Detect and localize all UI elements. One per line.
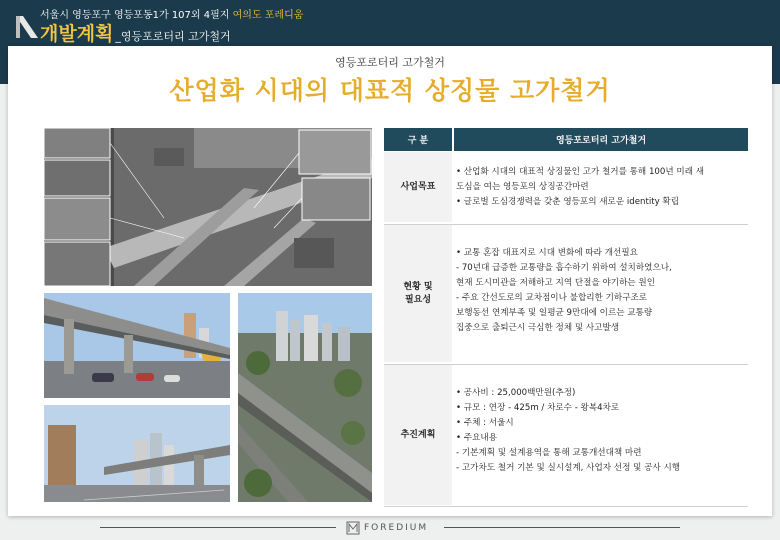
footer	[0, 518, 780, 540]
foredium-mark-icon	[346, 521, 360, 535]
row-body-status	[456, 246, 742, 336]
status-line-4: - 주요 간선도로의 교차점이나 불합리한 기하구조로	[456, 293, 648, 303]
plan-line-3: • 주체 : 서울시	[456, 418, 514, 428]
plan-line-5: - 기본계획 및 설계용역을 통해 교통개선대책 마련	[456, 448, 642, 458]
footer-brand	[346, 521, 428, 535]
header-title-line	[40, 19, 231, 46]
table-divider	[384, 506, 748, 507]
header-address: 서울시 영등포구 영등포동1가 107외 4필지	[40, 10, 230, 21]
elevated-road-photo	[238, 293, 372, 502]
status-line-1: • 교통 혼잡 대표지로 시대 변화에 따라 개선필요	[456, 248, 638, 258]
status-line-6: 집중으로 출퇴근시 극심한 정체 및 사고발생	[456, 323, 620, 333]
overpass-street-photo	[44, 293, 230, 398]
status-line-2: - 70년대 급증한 교통량을 흡수하기 위하여 설치하였으나,	[456, 263, 672, 273]
plan-line-2: • 규모 : 연장 - 425m / 차로수 - 왕복4차로	[456, 403, 620, 413]
goal-line-1: • 산업화 시대의 대표적 상징물인 고가 철거를 통해 100년 미래 새	[456, 167, 705, 177]
footer-line-left	[100, 527, 336, 528]
status-line-5: 보행동선 연계부족 및 일평균 9만대에 이르는 교통량	[456, 308, 653, 318]
card-title: 산업화 시대의 대표적 상징물 고가철거	[169, 76, 611, 105]
header-project-name: 여의도 포레디움	[232, 10, 304, 21]
row-label-status: 현황 및 필요성	[384, 225, 452, 362]
status-line-3: 현재 도시미관을 저해하고 지역 단절을 야기하는 원인	[456, 278, 656, 288]
goal-line-2: 도심을 여는 영등포의 상징공간마련	[456, 182, 589, 192]
aerial-photo	[44, 128, 372, 286]
page-title: 개발계획	[40, 23, 114, 45]
row-body-plan	[456, 386, 742, 476]
project-table	[384, 128, 748, 508]
card-subtitle: 영등포로터리 고가철거	[335, 56, 445, 69]
footer-brand-name: FOREDIUM	[364, 523, 429, 533]
footer-line-right	[444, 527, 680, 528]
overpass-wide-photo	[44, 405, 230, 502]
table-header-project: 영등포로터리 고가철거	[454, 128, 748, 151]
plan-line-4: • 주요내용	[456, 433, 498, 443]
row-label-plan: 추진계획	[384, 365, 452, 505]
row-label-goal: 사업목표	[384, 152, 452, 222]
foredium-logo-icon	[14, 14, 40, 40]
page-subtitle: _영등포로터리 고가철거	[115, 30, 231, 43]
table-header-category: 구 분	[384, 128, 452, 151]
content-card	[8, 46, 772, 516]
plan-line-1: • 공사비 : 25,000백만원(추정)	[456, 388, 576, 398]
plan-line-6: - 고가차도 철거 기본 및 실시설계, 사업자 선정 및 공사 시행	[456, 463, 681, 473]
row-body-goal	[456, 165, 742, 210]
goal-line-3: • 글로벌 도심경쟁력을 갖춘 영등포의 새로운 identity 확립	[456, 197, 680, 207]
